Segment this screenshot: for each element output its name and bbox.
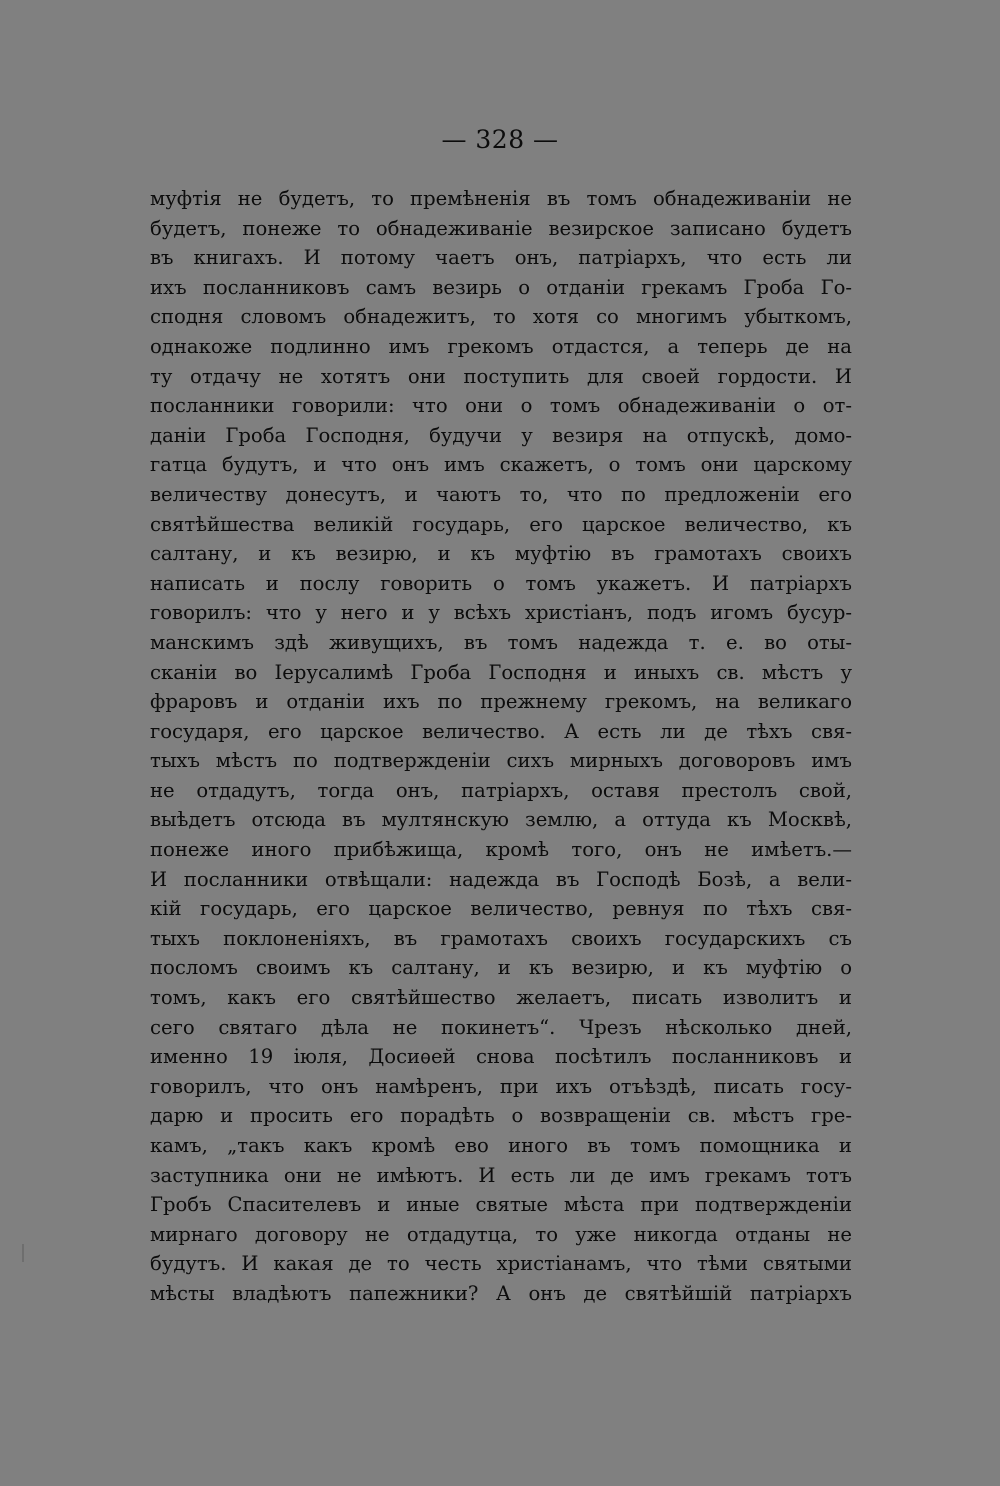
text-line: сего святаго дѣла не покинетъ“. Чрезъ нѣсколько дней, [150,1015,852,1039]
text-line: даніи Гроба Господня, будучи у везиря на отпускѣ, домо- [150,423,852,447]
text-line: салтану, и къ везирю, и къ муфтію въ грамотахъ своихъ [150,542,852,566]
page-number: — 328 — [441,125,559,154]
text-line: камъ, „такъ какъ кромѣ ево иного въ томъ помощника и [150,1134,852,1157]
text-line: заступника они не имѣютъ. И есть ли де имъ грекамъ тотъ [150,1163,852,1187]
body-text [150,184,852,1309]
text-line: фраровъ и отданіи ихъ по прежнему грекомъ, на великаго [150,690,852,714]
text-line: сподня словомъ обнадежитъ, то хотя со многимъ убыткомъ, [150,305,852,329]
text-line: манскимъ здѣ живущихъ, въ томъ надежда т. е. во оты- [150,630,852,654]
text-line: посланники говорили: что они о томъ обнадеживаніи о от- [150,394,852,418]
text-line: тыхъ поклоненіяхъ, въ грамотахъ своихъ государскихъ съ [150,926,852,950]
text-line: ихъ посланниковъ самъ везирь о отданіи грекамъ Гроба Го- [150,275,852,299]
text-line: муфтія не будетъ, то премѣненія въ томъ обнадеживаніи не [150,187,852,210]
text-line: тыхъ мѣстъ по подтвержденіи сихъ мирныхъ договоровъ имъ [150,749,852,773]
text-line: сканіи во Іерусалимѣ Гроба Господня и иныхъ св. мѣстъ у [150,660,852,684]
text-line: кій государь, его царское величество, ревнуя по тѣхъ свя- [150,897,852,921]
text-line: не отдадутъ, тогда онъ, патріархъ, оставя престолъ свой, [150,778,852,802]
text-line: государя, его царское величество. А есть ли де тѣхъ свя- [150,719,852,743]
text-line: дарю и просить его порадѣть о возвращеніи св. мѣстъ гре- [150,1104,852,1128]
text-line: мѣсты владѣютъ папежники? А онъ де святѣйшій патріархъ [150,1281,852,1305]
text-line: выѣдетъ отсюда въ мултянскую землю, а оттуда къ Москвѣ, [150,808,852,832]
text-line: въ книгахъ. И потому чаетъ онъ, патріархъ, что есть ли [150,246,852,270]
text-line: мирнаго договору не отдадутца, то уже никогда отданы не [150,1222,852,1246]
text-line: говорилъ: что у него и у всѣхъ христіанъ, подъ игомъ бусур- [150,601,852,625]
scan-speck [22,1244,24,1262]
text-line: И посланники отвѣщали: надежда въ Господѣ Бозѣ, а вели- [150,867,852,891]
text-line: будутъ. И какая де то честь христіанамъ, что тѣми святыми [150,1252,852,1276]
text-line: томъ, какъ его святѣйшество желаетъ, писать изволитъ и [150,986,852,1010]
text-line: однакоже подлинно имъ грекомъ отдастся, а теперь де на [150,334,852,358]
text-line: будетъ, понеже то обнадеживаніе везирское записано будетъ [150,216,852,240]
text-line: посломъ своимъ къ салтану, и къ везирю, и къ муфтію о [150,956,852,980]
text-line: святѣйшества великій государь, его царское величество, къ [150,512,852,536]
text-line: говорилъ, что онъ намѣренъ, при ихъ отъѣздѣ, писать госу- [150,1074,852,1098]
text-line: величеству донесутъ, и чаютъ то, что по предложеніи его [150,482,852,506]
text-line: Гробъ Спасителевъ и иные святые мѣста при подтвержденіи [150,1193,852,1217]
text-line: ту отдачу не хотятъ они поступить для своей гордости. И [150,364,852,388]
text-line: понеже иного прибѣжища, кромѣ того, онъ не имѣетъ.— [150,838,852,862]
text-line: гатца будутъ, и что онъ имъ скажетъ, о томъ они царскому [150,453,852,477]
text-line: именно 19 іюля, Досиѳей снова посѣтилъ посланниковъ и [150,1045,852,1069]
text-line: написать и послу говорить о томъ укажетъ. И патріархъ [150,571,852,595]
